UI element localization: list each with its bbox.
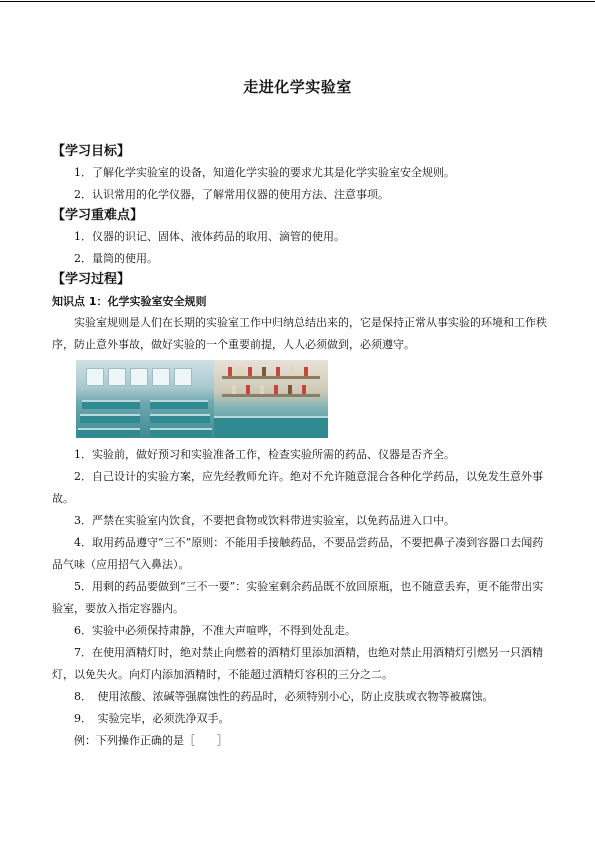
lab-bench [150, 400, 208, 409]
lab-bench [78, 428, 140, 437]
bottle [290, 367, 294, 376]
bottle [302, 385, 306, 394]
bottle [288, 385, 292, 394]
process-heading: 【学习过程】 [52, 272, 131, 287]
rule-item: 4．取用药品遵守“三不”原则：不能用手接触药品，不要品尝药品，不要把鼻子凑到容器口去闻药品气味（应用招气入鼻法）。 [52, 536, 544, 571]
bottle [248, 367, 252, 376]
lab-bench [150, 428, 212, 437]
lab-bench [150, 414, 210, 423]
lab-shelf-photo [214, 360, 328, 438]
window [130, 368, 148, 386]
example-question: 例：下列操作正确的是［ ］ [74, 734, 228, 747]
bottle [274, 385, 278, 394]
key-point-item: 2．量筒的使用。 [74, 252, 158, 265]
bottle [228, 367, 232, 376]
window [108, 368, 126, 386]
document-body [52, 142, 550, 752]
bottle [246, 385, 250, 394]
objectives-heading: 【学习目标】 [52, 144, 131, 159]
window [86, 368, 104, 386]
key-point-item: 1．仪器的识记、固体、液体药品的取用、滴管的使用。 [74, 230, 345, 243]
rule-item: 5．用剩的药品要做到“三不一要”：实验室剩余药品既不放回原瓶，也不随意丢弃，更不能带出实验室，要放入指定容器内。 [52, 580, 544, 615]
bottle [262, 367, 266, 376]
rule-item: 3．严禁在实验室内饮食，不要把食物或饮料带进实验室，以免药品进入口中。 [74, 514, 455, 527]
rule-item: 2．自己设计的实验方案，应先经教师允许。绝对不允许随意混合各种化学药品，以免发生意外事故。 [52, 470, 543, 505]
lab-photos [76, 360, 550, 438]
page-title: 走进化学实验室 [243, 78, 352, 96]
bottle [238, 367, 242, 376]
objective-item: 1．了解化学实验室的设备，知道化学实验的要求尤其是化学实验室安全规则。 [74, 166, 455, 179]
key-points-heading: 【学习重难点】 [52, 208, 144, 223]
lab-bench [214, 416, 328, 438]
shelf [222, 376, 320, 379]
top-rule [0, 1, 595, 2]
lab-bench [82, 400, 140, 409]
shelf [222, 394, 320, 397]
rule-item: 1．实验前，做好预习和实验准备工作，检查实验所需的药品、仪器是否齐全。 [74, 448, 455, 461]
window [174, 368, 192, 386]
rule-item: 6．实验中必须保持肃静，不准大声喧哗，不得到处乱走。 [74, 624, 356, 637]
rule-item: 9． 实验完毕，必须洗净双手。 [74, 712, 230, 725]
window [152, 368, 170, 386]
intro-paragraph: 实验室规则是人们在长期的实验室工作中归纳总结出来的，它是保持正常从事实验的环境和工作秩序，防止意外事故，做好实验的一个重要前提，人人必须做到，必须遵守。 [52, 316, 547, 351]
lab-bench [80, 414, 140, 423]
bottle [260, 385, 264, 394]
knowledge-point-heading: 知识点 1：化学实验室安全规则 [52, 295, 207, 308]
objective-item: 2．认识常用的化学仪器，了解常用仪器的使用方法、注意事项。 [74, 188, 389, 201]
bottle [232, 385, 236, 394]
bottle [304, 367, 308, 376]
rule-item: 7．在使用酒精灯时，绝对禁止向燃着的酒精灯里添加酒精，也绝对禁止用酒精灯引燃另一只酒精灯，以免失火。向灯内添加酒精时，不能超过酒精灯容积的三分之二。 [52, 646, 543, 681]
bottle [276, 367, 280, 376]
lab-room-photo [76, 360, 214, 438]
rule-item: 8． 使用浓酸、浓碱等强腐蚀性的药品时，必须特别小心，防止皮肤或衣物等被腐蚀。 [74, 690, 494, 703]
